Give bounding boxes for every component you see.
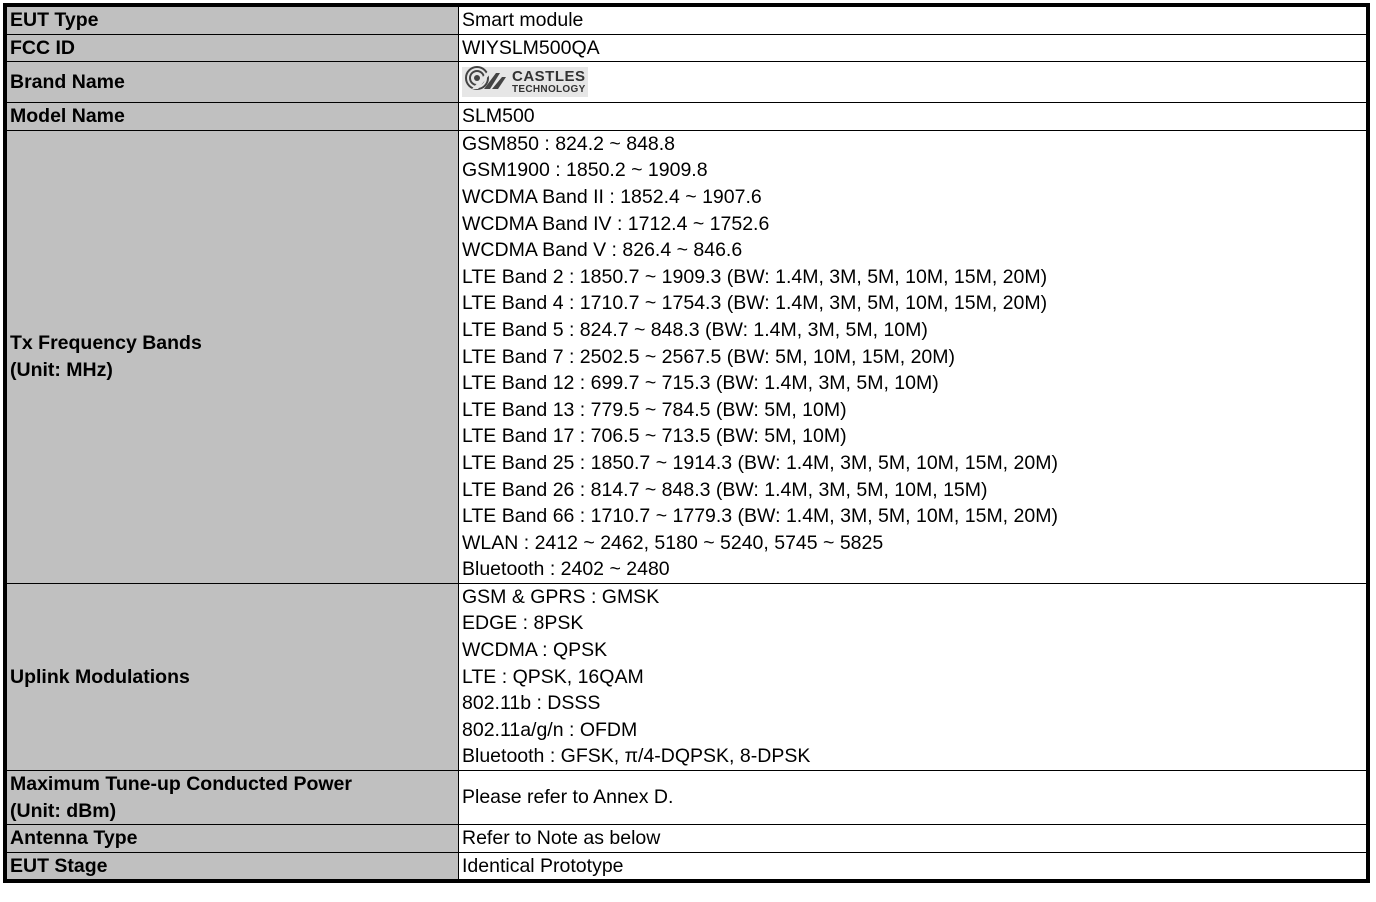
list-item: GSM1900 : 1850.2 ~ 1909.8 [462, 159, 708, 182]
list-item: LTE : QPSK, 16QAM [462, 665, 644, 688]
label-line: Tx Frequency Bands [10, 332, 202, 355]
list-item: 802.11a/g/n : OFDM [462, 718, 638, 741]
frequency-band-list [459, 130, 1367, 583]
brand-logo-sub: TECHNOLOGY [512, 84, 586, 96]
row-value: SLM500 [459, 103, 1367, 131]
list-item: WCDMA : QPSK [462, 639, 608, 662]
list-item: Bluetooth : GFSK, π/4-DQPSK, 8-DPSK [462, 745, 811, 768]
row-label: Antenna Type [7, 825, 459, 853]
label-line: Uplink Modulations [10, 665, 190, 688]
table-row [7, 583, 1367, 770]
label-line: Maximum Tune-up Conducted Power [10, 773, 352, 796]
row-value: Identical Prototype [459, 852, 1367, 880]
row-label: EUT Stage [7, 852, 459, 880]
table-row [7, 771, 1367, 825]
table-row [7, 34, 1367, 62]
brand-logo-text [512, 69, 586, 95]
list-item: LTE Band 25 : 1850.7 ~ 1914.3 (BW: 1.4M, 3M, 5M, 10M, 15M, 20M) [462, 451, 1058, 474]
list-item: LTE Band 2 : 1850.7 ~ 1909.3 (BW: 1.4M, 3M, 5M, 10M, 15M, 20M) [462, 265, 1048, 288]
table-row [7, 103, 1367, 131]
list-item: LTE Band 26 : 814.7 ~ 848.3 (BW: 1.4M, 3M, 5M, 10M, 15M) [462, 478, 988, 501]
list-item: LTE Band 7 : 2502.5 ~ 2567.5 (BW: 5M, 10M, 15M, 20M) [462, 345, 955, 368]
list-item: WCDMA Band IV : 1712.4 ~ 1752.6 [462, 212, 770, 235]
label-line: (Unit: dBm) [10, 799, 117, 822]
list-item: LTE Band 17 : 706.5 ~ 713.5 (BW: 5M, 10M) [462, 425, 847, 448]
list-item: GSM850 : 824.2 ~ 848.8 [462, 132, 676, 155]
brand-logo-cell [459, 62, 1367, 103]
list-item: Bluetooth : 2402 ~ 2480 [462, 558, 670, 581]
list-item: WCDMA Band V : 826.4 ~ 846.6 [462, 239, 743, 262]
list-item: GSM & GPRS : GMSK [462, 585, 660, 608]
brand-logo [462, 64, 1366, 100]
row-label [7, 771, 459, 825]
row-value: WIYSLM500QA [459, 34, 1367, 62]
row-label [7, 583, 459, 770]
list-item: EDGE : 8PSK [462, 612, 584, 635]
label-line: (Unit: MHz) [10, 358, 113, 381]
list-item: LTE Band 66 : 1710.7 ~ 1779.3 (BW: 1.4M, 3M, 5M, 10M, 15M, 20M) [462, 505, 1058, 528]
table-row [7, 62, 1367, 103]
row-value: Refer to Note as below [459, 825, 1367, 853]
list-item: WCDMA Band II : 1852.4 ~ 1907.6 [462, 185, 762, 208]
list-item: LTE Band 13 : 779.5 ~ 784.5 (BW: 5M, 10M) [462, 398, 847, 421]
row-label [7, 130, 459, 583]
row-label: Model Name [7, 103, 459, 131]
castles-logo-icon [464, 65, 508, 99]
table-row [7, 7, 1367, 35]
row-value: Smart module [459, 7, 1367, 35]
row-label: FCC ID [7, 34, 459, 62]
list-item: 802.11b : DSSS [462, 692, 601, 715]
row-label: EUT Type [7, 7, 459, 35]
brand-logo-badge [462, 67, 588, 97]
list-item: LTE Band 12 : 699.7 ~ 715.3 (BW: 1.4M, 3M, 5M, 10M) [462, 372, 939, 395]
table-row [7, 130, 1367, 583]
table-row [7, 825, 1367, 853]
brand-logo-main: CASTLES [512, 68, 586, 86]
list-item: WLAN : 2412 ~ 2462, 5180 ~ 5240, 5745 ~ 5825 [462, 531, 884, 554]
list-item: LTE Band 5 : 824.7 ~ 848.3 (BW: 1.4M, 3M, 5M, 10M) [462, 318, 928, 341]
row-value: Please refer to Annex D. [459, 771, 1367, 825]
specification-table [3, 3, 1370, 883]
list-item: LTE Band 4 : 1710.7 ~ 1754.3 (BW: 1.4M, 3M, 5M, 10M, 15M, 20M) [462, 292, 1048, 315]
table-row [7, 852, 1367, 880]
spec-table-grid [6, 6, 1367, 880]
modulation-list [459, 583, 1367, 770]
row-label: Brand Name [7, 62, 459, 103]
